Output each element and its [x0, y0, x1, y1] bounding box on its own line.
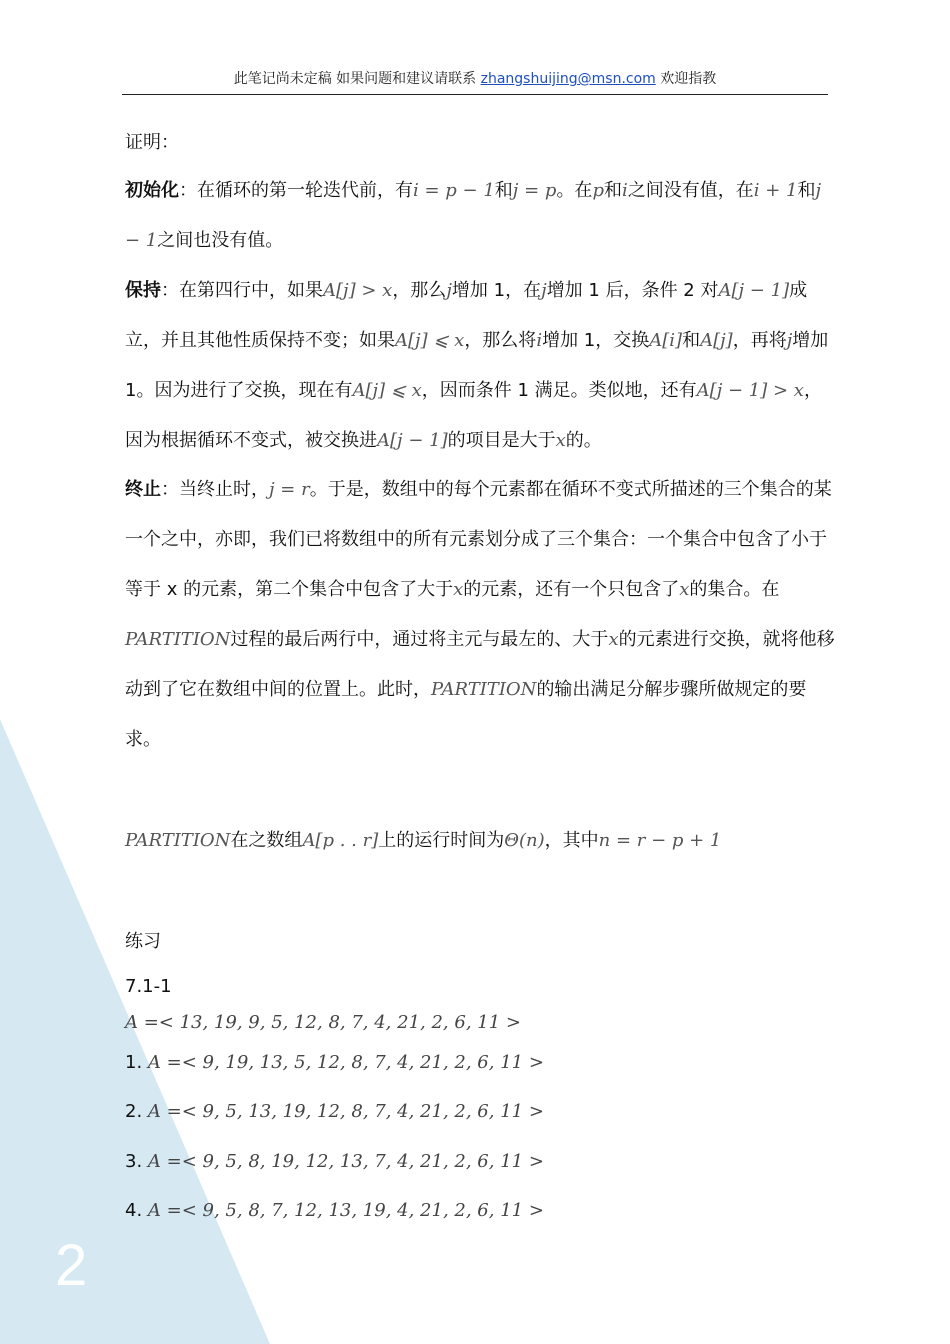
text: ，那么将: [464, 330, 537, 351]
math: i: [536, 330, 543, 351]
math: x: [555, 430, 566, 451]
math: x: [608, 629, 619, 650]
math: x: [679, 579, 690, 600]
math: j: [446, 280, 452, 301]
init-label: 初始化: [125, 180, 179, 201]
math: PARTITION: [125, 830, 231, 851]
math: n = r − p + 1: [598, 830, 722, 851]
runtime-statement: [125, 826, 721, 852]
text: ，因而条件 1 满足。类似地，还有: [421, 380, 697, 401]
math: A =< 9, 5, 13, 19, 12, 8, 7, 4, 21, 2, 6, 11 >: [147, 1101, 544, 1122]
math: j − 1: [125, 180, 822, 251]
text: 过程的最后两行中，通过将主元与最左的、大于: [230, 629, 609, 650]
text: 的。: [565, 430, 602, 451]
step-number: 3.: [125, 1151, 143, 1172]
header-text: 此笔记尚未定稿 如果问题和建议请联系: [233, 71, 481, 87]
text: 和: [797, 180, 816, 201]
proof-title: 证明：: [125, 132, 179, 153]
termination-paragraph: [125, 465, 835, 765]
text: 和: [603, 180, 622, 201]
page-number: 2: [55, 1233, 88, 1298]
math: A[j] ⩽ x: [352, 380, 422, 401]
math: i + 1: [753, 180, 798, 201]
step-number: 1.: [125, 1052, 143, 1073]
text: 在之数组: [230, 830, 303, 851]
text: ，因为根据循环不变式，被交换进: [125, 380, 822, 451]
init-paragraph: [125, 166, 835, 266]
text: 。于是，数组中的每个元素都在循环不变式所描述的三个集合的某一个之中，亦即，我们已将数组中的所有元素划分成了三个集合：一个集合中包含了小于等于 x 的元素，第二个集合中包含了大于: [125, 479, 832, 600]
header-suffix: 欢迎指教: [655, 71, 717, 87]
text: 和: [494, 180, 513, 201]
math: j: [786, 330, 793, 351]
math: i = p − 1: [413, 180, 495, 201]
math: A[j − 1]: [377, 430, 448, 451]
text: 之间没有值，在: [627, 180, 754, 201]
math: j: [541, 280, 547, 301]
page-header: [122, 68, 828, 95]
math: x: [453, 579, 464, 600]
math: A[j] > x: [323, 280, 393, 301]
text: 和: [682, 330, 701, 351]
math: A =< 13, 19, 9, 5, 12, 8, 7, 4, 21, 2, 6, 11 >: [125, 1012, 521, 1033]
step-line: [125, 1200, 544, 1221]
text: 增加 1，交换: [542, 330, 650, 351]
email-link[interactable]: zhangshuijing@msn.com: [480, 71, 656, 87]
text: ，那么: [392, 280, 447, 301]
text: 之间也没有值。: [157, 230, 284, 251]
math: A[j − 1] > x: [696, 380, 804, 401]
maintenance-paragraph: [125, 266, 835, 466]
text: ，其中: [544, 830, 599, 851]
math: A =< 9, 19, 13, 5, 12, 8, 7, 4, 21, 2, 6, 11 >: [147, 1052, 544, 1073]
step-line: [125, 1052, 544, 1073]
text: ，再将: [732, 330, 787, 351]
text: 的元素，还有一个只包含了: [463, 579, 680, 600]
math: A[j] ⩽ x: [395, 330, 465, 351]
math: PARTITION: [431, 679, 537, 700]
math: j = r: [269, 479, 310, 500]
text: 的元素进行交换，就将他移动到了它在数组中间的位置上。此时，: [125, 629, 835, 700]
math: A[j − 1]: [718, 280, 790, 301]
text: 上的运行时间为: [378, 830, 505, 851]
math: i: [621, 180, 628, 201]
step-number: 2.: [125, 1101, 143, 1122]
text: 增加 1。因为进行了交换，现在有: [125, 330, 829, 401]
math: Θ(n): [504, 830, 545, 851]
text: 增加 1 后，条件 2 对: [546, 280, 719, 301]
math: A[j]: [700, 330, 733, 351]
text: ：在第四行中，如果: [161, 280, 323, 301]
text: 的集合。在: [689, 579, 780, 600]
math: j = p: [512, 180, 557, 201]
text: 成立，并且其他性质保持不变；如果: [125, 280, 808, 351]
maintenance-label: 保持: [125, 280, 161, 301]
text: ：在循环的第一轮迭代前，有: [179, 180, 413, 201]
termination-label: 终止: [125, 479, 161, 500]
math: A[p . . r]: [302, 830, 379, 851]
text: ：当终止时，: [161, 479, 269, 500]
step-number: 4.: [125, 1200, 143, 1221]
math: p: [592, 180, 604, 201]
exercise-start: [125, 1012, 521, 1033]
math: A =< 9, 5, 8, 19, 12, 13, 7, 4, 21, 2, 6, 11 >: [147, 1151, 544, 1172]
exercises-title: 练习: [125, 931, 161, 952]
math: A =< 9, 5, 8, 7, 12, 13, 19, 4, 21, 2, 6, 11 >: [147, 1200, 544, 1221]
math: PARTITION: [125, 629, 231, 650]
text: 。在: [556, 180, 593, 201]
math: A[i]: [649, 330, 683, 351]
step-line: [125, 1151, 544, 1172]
exercise-id: 7.1-1: [125, 976, 172, 997]
text: 增加 1，在: [451, 280, 542, 301]
step-line: [125, 1101, 544, 1122]
text: 的输出满足分解步骤所做规定的要求。: [125, 679, 807, 750]
text: 的项目是大于: [447, 430, 556, 451]
